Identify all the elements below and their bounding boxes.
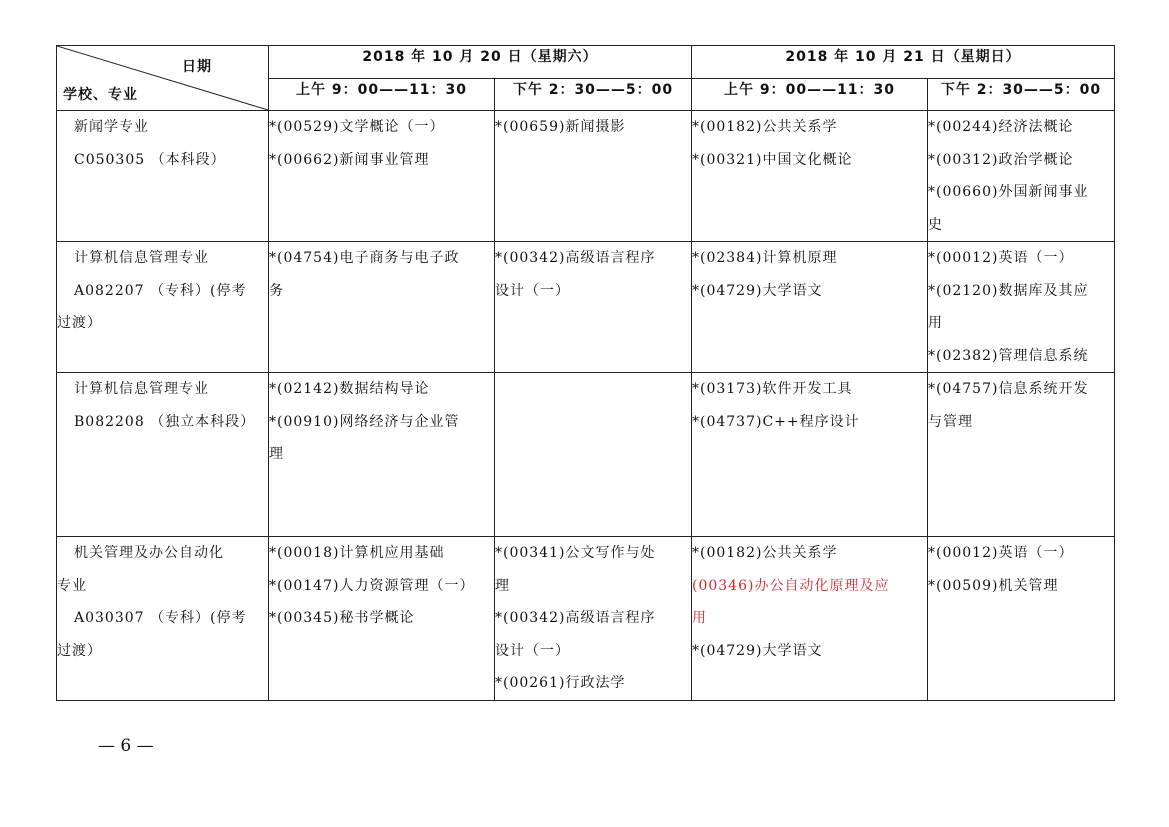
highlighted-course-cont: 用 xyxy=(692,610,707,626)
day1-am-cell: *(04754)电子商务与电子政 务 xyxy=(269,242,495,373)
highlighted-course: (00346)办公自动化原理及应 xyxy=(692,577,890,594)
day1-header: 2018 年 10 月 20 日（星期六） xyxy=(269,46,692,79)
school-cell: 计算机信息管理专业 A082207 （专科）(停考 过渡） xyxy=(57,242,269,373)
day1-am-header: 上午 9：00——11：30 xyxy=(269,79,495,111)
table-row xyxy=(57,373,1115,537)
school-cell: 计算机信息管理专业 B082208 （独立本科段） xyxy=(57,373,269,537)
day1-am-cell: *(00529)文学概论（一） *(00662)新闻事业管理 xyxy=(269,111,495,242)
day2-am-cell: *(03173)软件开发工具 *(04737)C++程序设计 xyxy=(692,373,928,537)
table-row xyxy=(57,242,1115,373)
day1-pm-cell: *(00659)新闻摄影 xyxy=(495,111,692,242)
school-cell: 新闻学专业 C050305 （本科段） xyxy=(57,111,269,242)
day2-am-cell: *(00182)公共关系学 (00346)办公自动化原理及应 用 *(04729)大学语文 xyxy=(692,537,928,701)
exam-schedule-table xyxy=(56,45,1115,701)
day1-pm-cell: *(00342)高级语言程序 设计（一） xyxy=(495,242,692,373)
day2-pm-cell: *(00244)经济法概论 *(00312)政治学概论 *(00660)外国新闻事业 史 xyxy=(928,111,1115,242)
day1-pm-cell: *(00341)公文写作与处 理 *(00342)高级语言程序 设计（一） *(00261)行政法学 xyxy=(495,537,692,701)
day2-pm-cell: *(00012)英语（一） *(00509)机关管理 xyxy=(928,537,1115,701)
table-row xyxy=(57,111,1115,242)
day2-pm-header: 下午 2：30——5：00 xyxy=(928,79,1115,111)
day2-pm-cell: *(04757)信息系统开发 与管理 xyxy=(928,373,1115,537)
day2-am-header: 上午 9：00——11：30 xyxy=(692,79,928,111)
corner-school-label: 学校、专业 xyxy=(63,87,138,103)
page-number: — 6 — xyxy=(98,736,154,756)
day2-am-cell: *(02384)计算机原理 *(04729)大学语文 xyxy=(692,242,928,373)
table-row xyxy=(57,537,1115,701)
corner-date-label: 日期 xyxy=(182,59,212,75)
day1-pm-cell xyxy=(495,373,692,537)
corner-header xyxy=(57,46,269,111)
day1-pm-header: 下午 2：30——5：00 xyxy=(495,79,692,111)
day2-pm-cell: *(00012)英语（一） *(02120)数据库及其应 用 *(02382)管理信息系统 xyxy=(928,242,1115,373)
day1-am-cell: *(02142)数据结构导论 *(00910)网络经济与企业管 理 xyxy=(269,373,495,537)
day2-header: 2018 年 10 月 21 日（星期日） xyxy=(692,46,1115,79)
day1-am-cell: *(00018)计算机应用基础 *(00147)人力资源管理（一） *(00345)秘书学概论 xyxy=(269,537,495,701)
school-cell: 机关管理及办公自动化 专业 A030307 （专科）(停考 过渡） xyxy=(57,537,269,701)
day2-am-cell: *(00182)公共关系学 *(00321)中国文化概论 xyxy=(692,111,928,242)
